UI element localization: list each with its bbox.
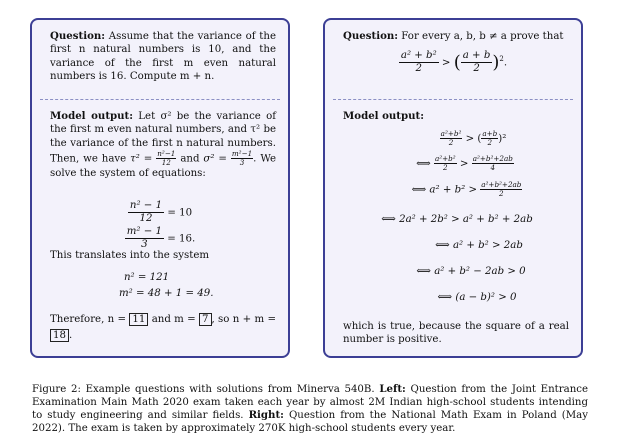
s2-frac-l — [434, 155, 457, 172]
n-value-box: 11 — [129, 313, 148, 326]
s1-end: )² — [498, 133, 507, 145]
eq2-fraction — [125, 226, 164, 251]
step-6: ⟺ a² + b² − 2ab > 0 — [416, 266, 526, 277]
s2-num-r: a²+b²+2ab — [472, 154, 513, 163]
tau-num: n²−1 — [157, 149, 176, 159]
left-model-intro: Let σ² be the variance of the first m even natural numbers, and τ² be the variance of the first n natural numbers. Then, we have — [50, 111, 276, 165]
therefore-line — [50, 312, 276, 344]
eq2-rhs: = 16. — [167, 233, 196, 245]
right-paren: ) — [492, 52, 500, 73]
right-example-panel — [323, 18, 583, 358]
right-divider — [333, 99, 573, 100]
figure-caption — [32, 383, 588, 435]
left-paren: ( — [453, 52, 461, 73]
caption-left-label: Left: — [379, 383, 406, 395]
and-word: and — [180, 153, 200, 165]
s2-mid: > — [459, 158, 469, 170]
right-conclusion: which is true, because the square of a real number is positive. — [343, 321, 569, 346]
step-5: ⟺ a² + b² > 2ab — [435, 240, 523, 251]
left-model-label: Model output: — [50, 110, 134, 122]
step-2 — [349, 155, 581, 172]
sum-value-box: 18 — [50, 329, 69, 342]
eq1-rhs: = 10 — [167, 207, 193, 219]
s3-pre: ⟺ a² + b² > — [411, 184, 477, 196]
q-den-right: 2 — [473, 63, 480, 74]
s3-den-r: 2 — [499, 189, 504, 198]
sigma-fraction — [231, 150, 253, 167]
q-frac-right — [461, 50, 493, 75]
step-1 — [365, 130, 581, 147]
caption-text-2: Question from the Joint Entrance Examination Main Math 2020 exam taken each year by almost 2M Indian high-school students intending to study engineering and similar fields. — [32, 384, 589, 422]
right-question-text: For every a, b, b ≠ a prove that — [401, 31, 564, 42]
sigma-eq: σ² = — [203, 153, 227, 165]
step-3 — [353, 181, 581, 198]
translates-text: This translates into the system — [50, 250, 210, 261]
s2-pre: ⟺ — [416, 158, 431, 170]
step-7: ⟺ (a − b)² > 0 — [437, 292, 517, 303]
q-square: 2 — [499, 55, 504, 64]
s1-den-r: 2 — [487, 138, 493, 147]
sigma-den: 3 — [239, 158, 245, 168]
caption-text-1: Example questions with solutions from Minerva 540B. — [85, 384, 375, 395]
left-example-panel — [30, 18, 290, 358]
caption-right-label: Right: — [248, 409, 284, 422]
s3-frac-r — [480, 181, 522, 198]
s1-num-l: a²+b² — [440, 129, 462, 138]
sigma-num: m²−1 — [231, 149, 253, 159]
question-inequality — [325, 50, 581, 75]
step-4: ⟺ 2a² + 2b² > a² + b² + 2ab — [381, 214, 533, 225]
q-gt: > — [441, 57, 451, 69]
s1-num-r: a+b — [482, 129, 498, 138]
solve-text: . We solve the system of equations: — [50, 153, 276, 180]
left-question — [32, 24, 288, 84]
final-period: . — [68, 330, 73, 341]
q-period: . — [503, 57, 508, 69]
m-value-box: 7 — [199, 313, 211, 326]
q-num-right: a + b — [462, 50, 491, 61]
equation-2 — [32, 226, 288, 251]
right-model-label-text: Model output: — [343, 110, 424, 122]
s3-num-r: a²+b²+2ab — [481, 180, 522, 189]
system-eq-2: m² = 48 + 1 = 49. — [119, 288, 214, 299]
right-question — [325, 24, 581, 43]
s1-frac-l — [440, 130, 463, 147]
tau-fraction — [156, 150, 176, 167]
eq1-num: n² − 1 — [129, 200, 163, 211]
s2-frac-r — [472, 155, 514, 172]
left-model-output — [32, 104, 288, 181]
s2-den-r: 4 — [490, 163, 496, 172]
s2-den-l: 2 — [443, 163, 448, 172]
tau-den: 12 — [161, 158, 171, 168]
right-model-label — [325, 104, 581, 123]
eq1-fraction — [128, 200, 164, 225]
s1-frac-r — [481, 130, 498, 147]
s2-num-l: a²+b² — [434, 154, 456, 163]
equation-1 — [32, 200, 288, 225]
system-eq-1: n² = 121 — [124, 272, 170, 283]
s1-mid: > ( — [462, 133, 482, 145]
q-num-left: a² + b² — [400, 50, 437, 61]
eq2-num: m² − 1 — [126, 226, 162, 237]
eq2-den: 3 — [141, 239, 148, 250]
left-divider — [40, 99, 280, 100]
and-m-text: and m = — [151, 314, 196, 325]
caption-text-3: Question from the National Math Exam in Poland (May 2022). The exam is taken by approximately 270K high-school students every year. — [32, 410, 588, 434]
eq1-den: 12 — [139, 213, 153, 224]
right-question-label: Question: — [343, 30, 399, 42]
therefore-text: Therefore, n = — [50, 314, 127, 325]
q-den-left: 2 — [415, 63, 423, 74]
left-question-label: Question: — [50, 30, 106, 42]
so-text: , so n + m = — [211, 314, 276, 325]
s1-den-l: 2 — [448, 138, 454, 147]
tau-eq: τ² = — [130, 153, 153, 165]
figure-label: Figure 2: — [32, 384, 81, 395]
q-frac-left — [399, 50, 439, 75]
left-question-text: Assume that the variance of the first n natural numbers is 10, and the variance of the first m even natural numbers is 16. Compute m + n. — [50, 31, 276, 83]
